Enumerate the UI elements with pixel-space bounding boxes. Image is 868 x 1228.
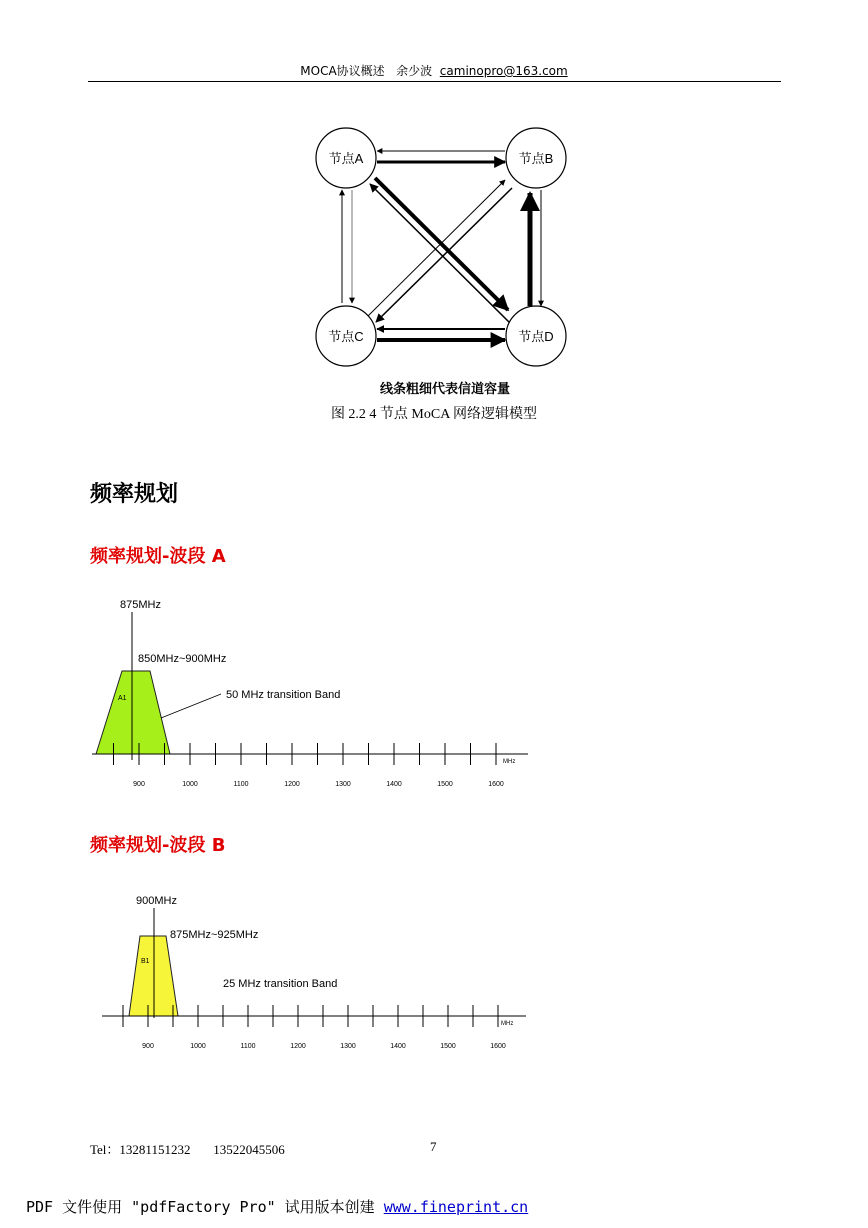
axis-tick-label: 900 [142, 1043, 154, 1050]
header-title: MOCA协议概述 [300, 64, 385, 78]
section-title: 频率规划 [90, 482, 179, 507]
band-b-transition-label: 25 MHz transition Band [223, 978, 338, 990]
link-d-to-a [370, 184, 510, 323]
axis-tick-label: 1200 [284, 781, 300, 788]
axis-tick-label: 1300 [335, 781, 351, 788]
fineprint-link[interactable]: www.fineprint.cn [383, 1198, 529, 1216]
band-a-trapezoid [96, 671, 170, 754]
axis-tick-label: 1000 [182, 781, 198, 788]
link-a-to-d [375, 178, 508, 310]
band-a-transition-label: 50 MHz transition Band [226, 689, 341, 701]
axis-tick-label: 1100 [240, 1043, 256, 1050]
page-number: 7 [430, 1139, 437, 1154]
svg-text:节点C: 节点C [328, 329, 364, 344]
axis-tick-label: 1500 [437, 781, 453, 788]
band-b-heading: 频率规划-波段 B [90, 835, 226, 856]
diagram-note: 线条粗细代表信道容量 [379, 381, 511, 396]
svg-text:节点B: 节点B [518, 151, 554, 166]
band-a-box-label: A1 [118, 695, 127, 702]
header-author: 余少波 [396, 64, 433, 78]
band-a-marker-label: 875MHz [120, 599, 161, 611]
header-email-link[interactable]: caminopro@163.com [439, 64, 568, 78]
band-a-heading: 频率规划-波段 A [90, 546, 226, 567]
node-c [316, 306, 376, 366]
footer-tel-label: Tel： [90, 1142, 120, 1157]
band-a-unit: MHz [503, 759, 516, 765]
axis-tick-label: 1300 [340, 1043, 356, 1050]
link-c-to-b [368, 180, 505, 316]
page-header [0, 62, 868, 79]
axis-tick-label: 1400 [386, 781, 402, 788]
band-b-box-label: B1 [141, 958, 150, 965]
svg-text:节点A: 节点A [328, 151, 364, 166]
axis-tick-label: 1600 [488, 781, 504, 788]
band-b-range-label: 875MHz~925MHz [170, 929, 259, 941]
band-b-unit: MHz [501, 1021, 514, 1027]
axis-tick-label: 1600 [490, 1043, 506, 1050]
axis-tick-label: 900 [133, 781, 145, 788]
axis-tick-label: 1400 [390, 1043, 406, 1050]
axis-tick-label: 1000 [190, 1043, 206, 1050]
pdf-watermark [26, 1196, 528, 1217]
footer-phone-1: 13281151232 [119, 1142, 191, 1157]
band-a-chart [88, 594, 534, 800]
header-divider [88, 81, 781, 82]
node-a [316, 128, 376, 188]
footer-phone-2: 13522045506 [213, 1142, 285, 1157]
figure-caption: 图 2.2 4 节点 MoCA 网络逻辑模型 [330, 407, 538, 422]
band-b-chart [98, 890, 534, 1058]
node-b [506, 128, 566, 188]
axis-tick-label: 1500 [440, 1043, 456, 1050]
band-a-range-label: 850MHz~900MHz [138, 653, 227, 665]
footer-contact [90, 1139, 285, 1158]
axis-tick-label: 1100 [233, 781, 249, 788]
network-diagram [300, 118, 580, 402]
svg-text:节点D: 节点D [518, 329, 554, 344]
pdf-watermark-text: PDF 文件使用 "pdfFactory Pro" 试用版本创建 [26, 1198, 384, 1216]
axis-tick-label: 1200 [290, 1043, 306, 1050]
link-b-to-c [376, 188, 512, 322]
band-b-ticks [123, 1005, 506, 1050]
node-d [506, 306, 566, 366]
band-a-transition-arrow [161, 694, 221, 718]
band-a-ticks [114, 743, 504, 788]
band-b-marker-label: 900MHz [136, 895, 177, 907]
